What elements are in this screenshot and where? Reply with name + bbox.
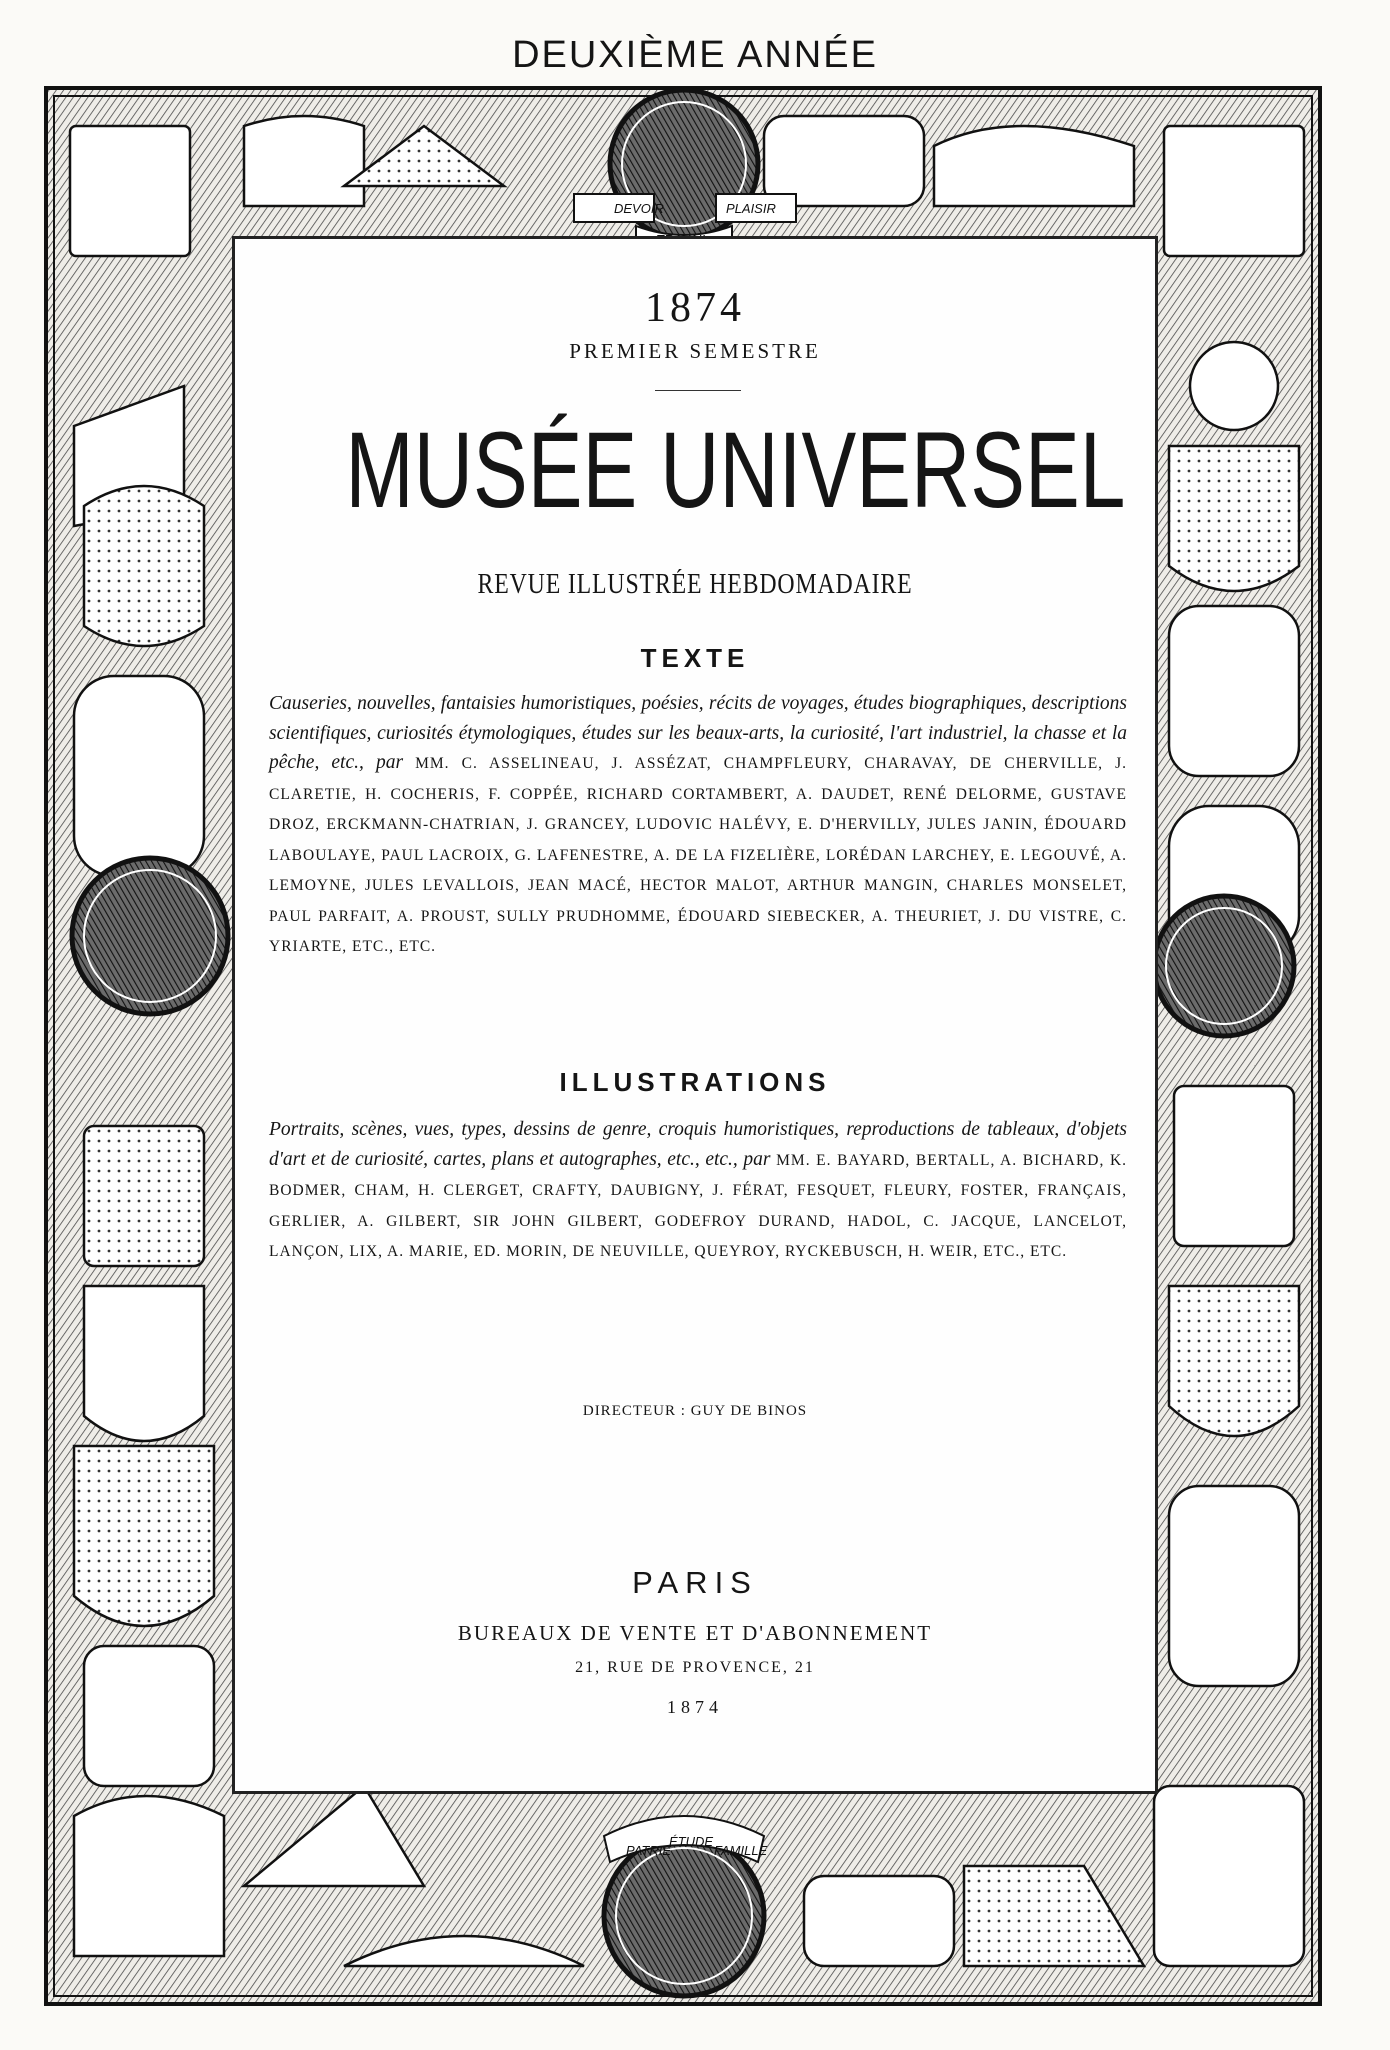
subtitle: REVUE ILLUSTRÉE HEBDOMADAIRE: [477, 569, 913, 600]
divider: [655, 390, 741, 391]
medallion-label: PLAISIR: [726, 201, 776, 216]
directeur: DIRECTEUR : GUY DE BINOS: [582, 1403, 808, 1419]
semestre: PREMIER SEMESTRE: [569, 339, 821, 363]
texte-body: [269, 689, 1127, 962]
title-panel: [232, 236, 1158, 1794]
medallion-label: DEVOIR: [614, 201, 664, 216]
texte-heading: TEXTE: [640, 643, 750, 673]
texte-par: par: [375, 752, 404, 773]
medallion-label: PATRIE: [626, 1843, 672, 1858]
imprint-year: 1874: [667, 1697, 723, 1717]
medallion-label: ÉTUDE: [669, 1834, 714, 1849]
medallion-label: FAMILLE: [714, 1843, 768, 1858]
illustrations-description: Portraits, scènes, vues, types, dessins de genre, croquis humoristiques, reproductions de tableaux, d'objets d'art et de curiosité, cartes, plans et autographes, etc., etc.,: [269, 1119, 1127, 1170]
illustrations-par: par: [743, 1148, 771, 1170]
imprint-address: 21, RUE DE PROVENCE, 21: [575, 1659, 815, 1676]
texte-contributors: MM. C. ASSELINEAU, J. ASSÉZAT, CHAMPFLEURY, CHARAVAY, DE CHERVILLE, J. CLARETIE, H. COCHERIS, F. COPPÉE, RICHARD CORTAMBERT, A. DAUDET, RENÉ DELORME, GUSTAVE DROZ, ERCKMANN-CHATRIAN, J. GRANCEY, LUDOVIC HALÉVY, E. D'HERVILLY, JULES JANIN, ÉDOUARD LABOULAYE, PAUL LACROIX, G. LAFENESTRE, A. DE LA FIZELIÈRE, LORÉDAN LARCHEY, E. LEGOUVÉ, A. LEMOYNE, JULES LEVALLOIS, JEAN MACÉ, HECTOR MALOT, ARTHUR MANGIN, CHARLES MONSELET, PAUL PARFAIT, A. PROUST, SULLY PRUDHOMME, ÉDOUARD SIEBECKER, A. THEURIET, J. DU VISTRE, C. YRIARTE, ETC., ETC.: [269, 755, 1128, 955]
year: 1874: [645, 285, 745, 331]
illustrations-body: [269, 1115, 1127, 1267]
edition-label: DEUXIÈME ANNÉE: [512, 34, 878, 76]
texte-description: Causeries, nouvelles, fantaisies humoristiques, poésies, récits de voyages, études biographiques, descriptions scientifiques, curiosités étymologiques, études sur les beaux-arts, la curiosité, l'art industriel, la chasse et la pêche, etc.,: [269, 693, 1127, 773]
imprint-bureaux: BUREAUX DE VENTE ET D'ABONNEMENT: [457, 1621, 933, 1645]
page-title: MUSÉE UNIVERSEL: [345, 409, 1126, 530]
illustrations-heading: ILLUSTRATIONS: [559, 1067, 831, 1097]
illustrations-contributors: MM. E. BAYARD, BERTALL, A. BICHARD, K. BODMER, CHAM, H. CLERGET, CRAFTY, DAUBIGNY, J. FÉRAT, FESQUET, FLEURY, FOSTER, FRANÇAIS, GERLIER, A. GILBERT, SIR JOHN GILBERT, GODEFROY DURAND, HADOL, C. JACQUE, LANCELOT, LANÇON, LIX, A. MARIE, ED. MORIN, DE NEUVILLE, QUEYROY, RYCKEBUSCH, H. WEIR, ETC., ETC.: [269, 1151, 1128, 1260]
imprint-city: PARIS: [632, 1565, 758, 1600]
